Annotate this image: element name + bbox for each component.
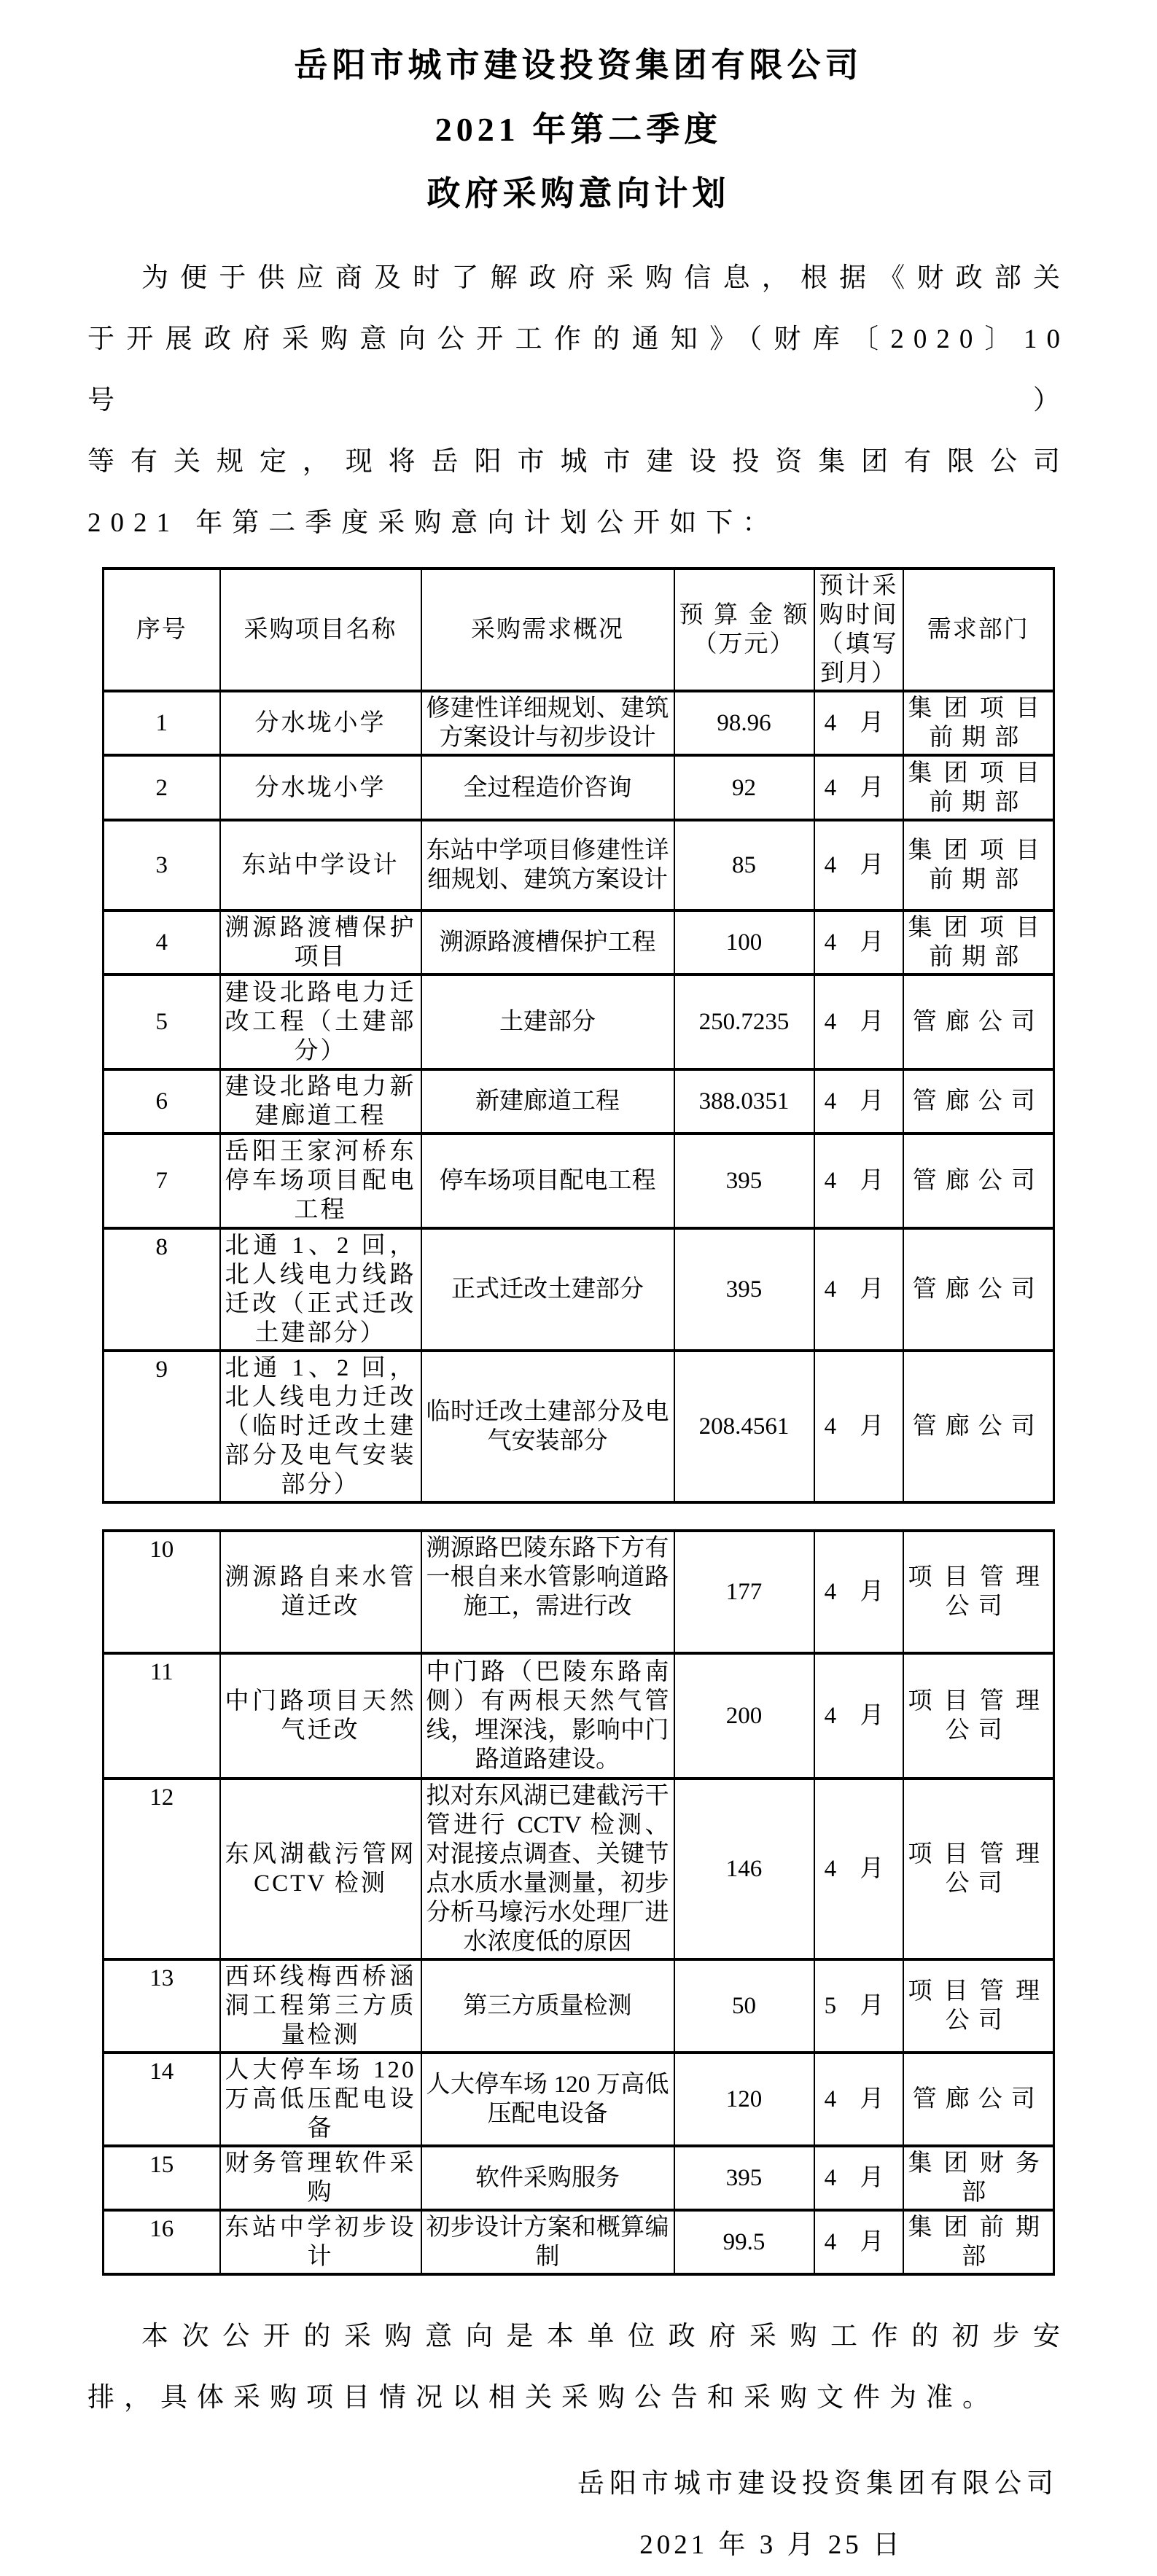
procurement-table-part1 — [102, 567, 1055, 1504]
cell-budget: 177 — [674, 1531, 814, 1653]
intro-line: 2021 年第二季度采购意向计划公开如下： — [87, 508, 779, 538]
cell-demand-desc: 拟对东风湖已建截污干管进行 CCTV 检测、对混接点调查、关键节点水质水量测量，初步分析马壕污水处理厂进水浓度低的原因 — [421, 1779, 674, 1959]
cell-no: 3 — [104, 820, 220, 910]
cell-month: 4 月 — [814, 820, 903, 910]
cell-department: 集团项目前期部 — [903, 691, 1054, 755]
cell-project-name: 财务管理软件采购 — [220, 2146, 421, 2210]
cell-demand-desc: 溯源路渡槽保护工程 — [421, 910, 674, 975]
intro-line: 于开展政府采购意向公开工作的通知》（财库〔2020〕10 号） — [87, 324, 1070, 415]
cell-no: 16 — [104, 2210, 220, 2274]
cell-budget: 99.5 — [674, 2210, 814, 2274]
cell-project-name: 中门路项目天然气迁改 — [220, 1653, 421, 1779]
intro-line: 为便于供应商及时了解政府采购信息，根据《财政部关 — [141, 263, 1070, 293]
intro-line: 等有关规定，现将岳阳市城市建设投资集团有限公司 — [87, 447, 1070, 477]
cell-month: 4 月 — [814, 2053, 903, 2146]
cell-no: 1 — [104, 691, 220, 755]
cell-budget: 85 — [674, 820, 814, 910]
cell-demand-desc: 溯源路巴陵东路下方有一根自来水管影响道路施工，需进行改 — [421, 1531, 674, 1653]
column-header-month: 预计采购时间（填写到月） — [814, 569, 903, 691]
cell-no: 12 — [104, 1779, 220, 1959]
cell-project-name: 人大停车场 120 万高低压配电设备 — [220, 2053, 421, 2146]
cell-demand-desc: 软件采购服务 — [421, 2146, 674, 2210]
cell-month: 4 月 — [814, 1228, 903, 1351]
cell-no: 15 — [104, 2146, 220, 2210]
cell-month: 4 月 — [814, 975, 903, 1069]
cell-department: 管廊公司 — [903, 975, 1054, 1069]
cell-department: 集团项目前期部 — [903, 910, 1054, 975]
cell-month: 4 月 — [814, 2210, 903, 2274]
cell-demand-desc: 停车场项目配电工程 — [421, 1133, 674, 1228]
cell-demand-desc: 修建性详细规划、建筑方案设计与初步设计 — [421, 691, 674, 755]
cell-department: 项目管理公司 — [903, 1959, 1054, 2053]
intro-paragraph — [87, 248, 1070, 554]
cell-project-name: 西环线梅西桥涵洞工程第三方质量检测 — [220, 1959, 421, 2053]
cell-department: 集团项目前期部 — [903, 820, 1054, 910]
closing-line: 排，具体采购项目情况以相关采购公告和采购文件为准。 — [87, 2383, 999, 2413]
cell-department: 项目管理公司 — [903, 1531, 1054, 1653]
cell-month: 4 月 — [814, 755, 903, 820]
table-row — [104, 2146, 1054, 2210]
column-header-name: 采购项目名称 — [220, 569, 421, 691]
title-line-plan: 政府采购意向计划 — [426, 175, 731, 212]
cell-budget: 250.7235 — [674, 975, 814, 1069]
cell-department: 集团前期部 — [903, 2210, 1054, 2274]
cell-project-name: 分水垅小学 — [220, 755, 421, 820]
cell-month: 4 月 — [814, 2146, 903, 2210]
cell-month: 4 月 — [814, 1069, 903, 1133]
column-header-dept: 需求部门 — [903, 569, 1054, 691]
cell-no: 13 — [104, 1959, 220, 2053]
cell-budget: 92 — [674, 755, 814, 820]
cell-department: 集团项目前期部 — [903, 755, 1054, 820]
cell-budget: 208.4561 — [674, 1351, 814, 1502]
cell-demand-desc: 初步设计方案和概算编制 — [421, 2210, 674, 2274]
cell-project-name: 岳阳王家河桥东停车场项目配电工程 — [220, 1133, 421, 1228]
table-header-row — [104, 569, 1054, 691]
cell-department: 项目管理公司 — [903, 1653, 1054, 1779]
cell-no: 10 — [104, 1531, 220, 1653]
title-line-company: 岳阳市城市建设投资集团有限公司 — [294, 47, 863, 84]
cell-month: 4 月 — [814, 910, 903, 975]
closing-line: 本次公开的采购意向是本单位政府采购工作的初步安 — [141, 2322, 1070, 2351]
cell-budget: 100 — [674, 910, 814, 975]
cell-project-name: 溯源路自来水管道迁改 — [220, 1531, 421, 1653]
cell-demand-desc: 全过程造价咨询 — [421, 755, 674, 820]
cell-no: 11 — [104, 1653, 220, 1779]
cell-project-name: 溯源路渡槽保护项目 — [220, 910, 421, 975]
cell-project-name: 东风湖截污管网 CCTV 检测 — [220, 1779, 421, 1959]
cell-budget: 98.96 — [674, 691, 814, 755]
cell-project-name: 北通 1、2 回，北人线电力迁改（临时迁改土建部分及电气安装部分） — [220, 1351, 421, 1502]
table-row — [104, 1531, 1054, 1653]
table-row — [104, 1069, 1054, 1133]
cell-month: 4 月 — [814, 1531, 903, 1653]
cell-no: 9 — [104, 1351, 220, 1502]
cell-month: 5 月 — [814, 1959, 903, 2053]
cell-no: 7 — [104, 1133, 220, 1228]
cell-project-name: 建设北路电力新建廊道工程 — [220, 1069, 421, 1133]
cell-department: 集团财务部 — [903, 2146, 1054, 2210]
column-header-no: 序号 — [104, 569, 220, 691]
cell-department: 管廊公司 — [903, 1351, 1054, 1502]
table-row — [104, 1228, 1054, 1351]
table-row — [104, 975, 1054, 1069]
title-line-quarter: 2021 年第二季度 — [435, 111, 722, 148]
table-row — [104, 1779, 1054, 1959]
cell-project-name: 东站中学初步设计 — [220, 2210, 421, 2274]
cell-no: 4 — [104, 910, 220, 975]
closing-paragraph — [87, 2306, 1070, 2429]
cell-month: 4 月 — [814, 1133, 903, 1228]
table-row — [104, 2053, 1054, 2146]
cell-project-name: 东站中学设计 — [220, 820, 421, 910]
cell-no: 6 — [104, 1069, 220, 1133]
table-row — [104, 691, 1054, 755]
cell-project-name: 分水垅小学 — [220, 691, 421, 755]
cell-department: 管廊公司 — [903, 2053, 1054, 2146]
cell-budget: 146 — [674, 1779, 814, 1959]
cell-project-name: 北通 1、2 回，北人线电力线路迁改（正式迁改土建部分） — [220, 1228, 421, 1351]
cell-budget: 395 — [674, 2146, 814, 2210]
table-row — [104, 755, 1054, 820]
cell-demand-desc: 中门路（巴陵东路南侧）有两根天然气管线，埋深浅，影响中门路道路建设。 — [421, 1653, 674, 1779]
document-title — [87, 34, 1070, 226]
cell-demand-desc: 人大停车场 120 万高低压配电设备 — [421, 2053, 674, 2146]
cell-demand-desc: 第三方质量检测 — [421, 1959, 674, 2053]
signoff-date: 2021 年 3 月 25 日 — [639, 2530, 903, 2560]
cell-month: 4 月 — [814, 1653, 903, 1779]
table-row — [104, 1653, 1054, 1779]
cell-no: 5 — [104, 975, 220, 1069]
column-header-budget: 预算金额（万元） — [674, 569, 814, 691]
cell-month: 4 月 — [814, 691, 903, 755]
cell-demand-desc: 东站中学项目修建性详细规划、建筑方案设计 — [421, 820, 674, 910]
cell-budget: 388.0351 — [674, 1069, 814, 1133]
cell-demand-desc: 土建部分 — [421, 975, 674, 1069]
table-row — [104, 910, 1054, 975]
signoff-company: 岳阳市城市建设投资集团有限公司 — [577, 2469, 1059, 2499]
cell-demand-desc: 临时迁改土建部分及电气安装部分 — [421, 1351, 674, 1502]
table-row — [104, 2210, 1054, 2274]
cell-budget: 200 — [674, 1653, 814, 1779]
cell-budget: 395 — [674, 1133, 814, 1228]
cell-budget: 50 — [674, 1959, 814, 2053]
column-header-desc: 采购需求概况 — [421, 569, 674, 691]
cell-department: 项目管理公司 — [903, 1779, 1054, 1959]
table-row — [104, 820, 1054, 910]
cell-department: 管廊公司 — [903, 1228, 1054, 1351]
cell-no: 2 — [104, 755, 220, 820]
procurement-table-part2 — [102, 1529, 1055, 2276]
cell-project-name: 建设北路电力迁改工程（土建部分） — [220, 975, 421, 1069]
cell-month: 4 月 — [814, 1779, 903, 1959]
table-row — [104, 1959, 1054, 2053]
cell-department: 管廊公司 — [903, 1133, 1054, 1228]
table-row — [104, 1351, 1054, 1502]
cell-budget: 395 — [674, 1228, 814, 1351]
cell-budget: 120 — [674, 2053, 814, 2146]
table-row — [104, 1133, 1054, 1228]
cell-demand-desc: 新建廊道工程 — [421, 1069, 674, 1133]
cell-no: 14 — [104, 2053, 220, 2146]
cell-month: 4 月 — [814, 1351, 903, 1502]
cell-no: 8 — [104, 1228, 220, 1351]
cell-department: 管廊公司 — [903, 1069, 1054, 1133]
cell-demand-desc: 正式迁改土建部分 — [421, 1228, 674, 1351]
